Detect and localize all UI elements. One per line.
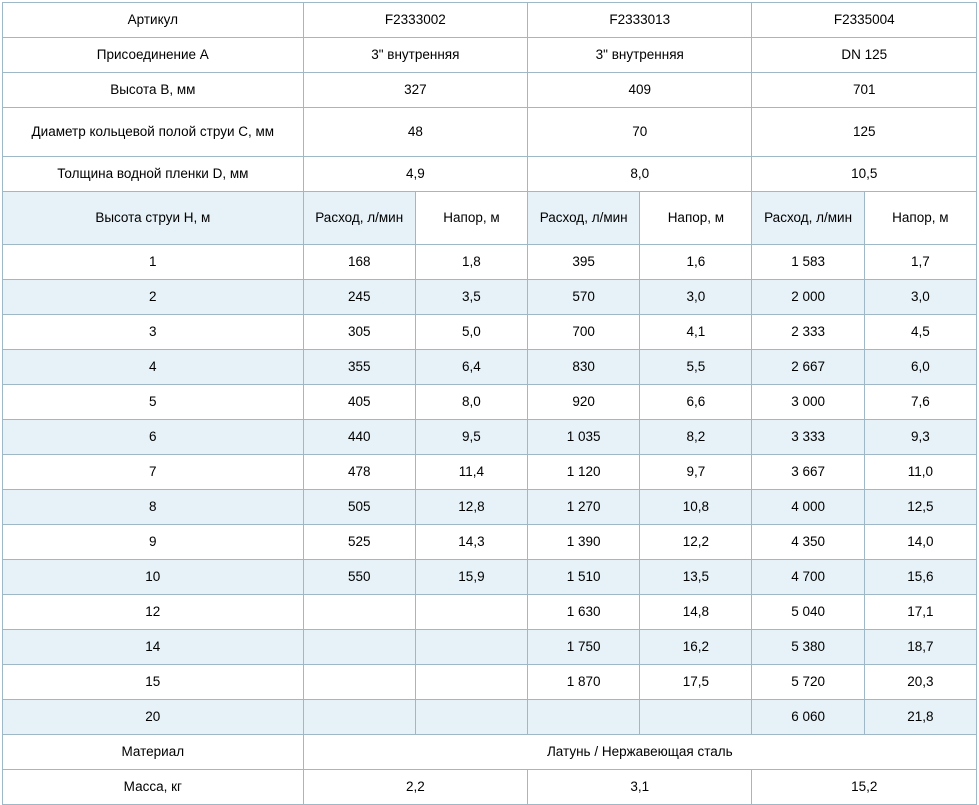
cell-pressure-2: 4,1 (640, 315, 752, 350)
jet-height-label: 2 (3, 280, 304, 315)
jet-height-label: 12 (3, 595, 304, 630)
table-row (3, 700, 977, 735)
height-b-value-2: 409 (528, 73, 752, 108)
jet-height-label: 7 (3, 455, 304, 490)
cell-pressure-3: 9,3 (864, 420, 976, 455)
cell-flow-1: 355 (303, 350, 415, 385)
row-label-article: Артикул (3, 3, 304, 38)
jet-height-label: 9 (3, 525, 304, 560)
diameter-c-value-2: 70 (528, 108, 752, 157)
cell-flow-3: 4 350 (752, 525, 864, 560)
table-row (3, 385, 977, 420)
cell-flow-1: 505 (303, 490, 415, 525)
cell-flow-1 (303, 595, 415, 630)
cell-flow-2: 1 270 (528, 490, 640, 525)
table-row-diameter-c (3, 108, 977, 157)
table-row (3, 595, 977, 630)
cell-flow-2: 700 (528, 315, 640, 350)
table-row-article (3, 3, 977, 38)
cell-flow-1: 525 (303, 525, 415, 560)
table-row (3, 280, 977, 315)
cell-pressure-2: 12,2 (640, 525, 752, 560)
cell-pressure-1 (415, 665, 527, 700)
cell-pressure-3: 21,8 (864, 700, 976, 735)
cell-flow-3: 6 060 (752, 700, 864, 735)
connection-value-3: DN 125 (752, 38, 977, 73)
jet-height-label: 10 (3, 560, 304, 595)
cell-flow-3: 2 000 (752, 280, 864, 315)
table-row (3, 350, 977, 385)
cell-pressure-3: 6,0 (864, 350, 976, 385)
cell-flow-1: 478 (303, 455, 415, 490)
cell-flow-2 (528, 700, 640, 735)
table-row-material (3, 735, 977, 770)
table-row (3, 525, 977, 560)
mass-value-3: 15,2 (752, 770, 977, 805)
cell-pressure-1: 12,8 (415, 490, 527, 525)
film-d-value-2: 8,0 (528, 157, 752, 192)
row-label-connection: Присоединение A (3, 38, 304, 73)
column-header-pressure-3: Напор, м (864, 192, 976, 245)
table-row-measure-header (3, 192, 977, 245)
cell-pressure-2: 8,2 (640, 420, 752, 455)
jet-height-label: 14 (3, 630, 304, 665)
cell-pressure-3: 20,3 (864, 665, 976, 700)
cell-pressure-3: 1,7 (864, 245, 976, 280)
cell-flow-2: 570 (528, 280, 640, 315)
cell-pressure-2: 16,2 (640, 630, 752, 665)
cell-flow-1 (303, 665, 415, 700)
cell-pressure-2: 1,6 (640, 245, 752, 280)
cell-pressure-3: 14,0 (864, 525, 976, 560)
cell-flow-1: 440 (303, 420, 415, 455)
cell-flow-2: 1 870 (528, 665, 640, 700)
jet-height-label: 20 (3, 700, 304, 735)
table-row (3, 490, 977, 525)
cell-pressure-1: 1,8 (415, 245, 527, 280)
cell-flow-2: 395 (528, 245, 640, 280)
column-header-flow-1: Расход, л/мин (303, 192, 415, 245)
cell-flow-1 (303, 630, 415, 665)
cell-pressure-1 (415, 595, 527, 630)
cell-flow-3: 3 333 (752, 420, 864, 455)
article-number-2: F2333013 (528, 3, 752, 38)
cell-pressure-3: 18,7 (864, 630, 976, 665)
cell-pressure-1: 14,3 (415, 525, 527, 560)
jet-height-label: 4 (3, 350, 304, 385)
cell-flow-2: 1 035 (528, 420, 640, 455)
specification-table (2, 2, 977, 805)
cell-pressure-2: 17,5 (640, 665, 752, 700)
mass-value-1: 2,2 (303, 770, 527, 805)
cell-pressure-1: 11,4 (415, 455, 527, 490)
height-b-value-3: 701 (752, 73, 977, 108)
cell-flow-3: 2 333 (752, 315, 864, 350)
table-row-mass (3, 770, 977, 805)
cell-pressure-3: 7,6 (864, 385, 976, 420)
jet-height-label: 15 (3, 665, 304, 700)
cell-flow-1: 550 (303, 560, 415, 595)
film-d-value-3: 10,5 (752, 157, 977, 192)
table-row (3, 665, 977, 700)
cell-pressure-2 (640, 700, 752, 735)
article-number-3: F2335004 (752, 3, 977, 38)
table-row-connection (3, 38, 977, 73)
cell-flow-2: 1 750 (528, 630, 640, 665)
diameter-c-value-1: 48 (303, 108, 527, 157)
cell-pressure-3: 4,5 (864, 315, 976, 350)
cell-flow-1: 168 (303, 245, 415, 280)
column-header-jet-height: Высота струи H, м (3, 192, 304, 245)
cell-pressure-1: 9,5 (415, 420, 527, 455)
cell-flow-3: 2 667 (752, 350, 864, 385)
row-label-diameter-c: Диаметр кольцевой полой струи C, мм (3, 108, 304, 157)
cell-pressure-2: 6,6 (640, 385, 752, 420)
cell-flow-1 (303, 700, 415, 735)
jet-height-label: 8 (3, 490, 304, 525)
cell-flow-3: 4 000 (752, 490, 864, 525)
column-header-flow-2: Расход, л/мин (528, 192, 640, 245)
table-row (3, 630, 977, 665)
cell-flow-3: 5 040 (752, 595, 864, 630)
cell-pressure-3: 12,5 (864, 490, 976, 525)
cell-flow-2: 1 510 (528, 560, 640, 595)
cell-pressure-3: 15,6 (864, 560, 976, 595)
cell-flow-3: 5 720 (752, 665, 864, 700)
cell-flow-3: 1 583 (752, 245, 864, 280)
cell-flow-3: 3 000 (752, 385, 864, 420)
table-row (3, 560, 977, 595)
height-b-value-1: 327 (303, 73, 527, 108)
cell-pressure-2: 9,7 (640, 455, 752, 490)
table-row (3, 420, 977, 455)
cell-pressure-2: 5,5 (640, 350, 752, 385)
cell-flow-2: 830 (528, 350, 640, 385)
cell-pressure-1 (415, 700, 527, 735)
cell-flow-3: 5 380 (752, 630, 864, 665)
jet-height-label: 5 (3, 385, 304, 420)
article-number-1: F2333002 (303, 3, 527, 38)
jet-height-label: 3 (3, 315, 304, 350)
cell-pressure-1: 15,9 (415, 560, 527, 595)
table-row-height-b (3, 73, 977, 108)
diameter-c-value-3: 125 (752, 108, 977, 157)
row-label-mass: Масса, кг (3, 770, 304, 805)
cell-flow-1: 245 (303, 280, 415, 315)
cell-pressure-1: 3,5 (415, 280, 527, 315)
row-label-film-d: Толщина водной пленки D, мм (3, 157, 304, 192)
table-row (3, 245, 977, 280)
cell-flow-3: 4 700 (752, 560, 864, 595)
cell-pressure-2: 3,0 (640, 280, 752, 315)
cell-flow-2: 1 390 (528, 525, 640, 560)
table-row (3, 315, 977, 350)
connection-value-2: 3" внутренняя (528, 38, 752, 73)
cell-pressure-3: 17,1 (864, 595, 976, 630)
cell-flow-1: 405 (303, 385, 415, 420)
table-row (3, 455, 977, 490)
cell-pressure-3: 3,0 (864, 280, 976, 315)
table-row-film-d (3, 157, 977, 192)
row-label-material: Материал (3, 735, 304, 770)
connection-value-1: 3" внутренняя (303, 38, 527, 73)
column-header-flow-3: Расход, л/мин (752, 192, 864, 245)
cell-flow-1: 305 (303, 315, 415, 350)
cell-pressure-1: 6,4 (415, 350, 527, 385)
cell-pressure-3: 11,0 (864, 455, 976, 490)
cell-flow-2: 920 (528, 385, 640, 420)
cell-flow-2: 1 630 (528, 595, 640, 630)
cell-flow-3: 3 667 (752, 455, 864, 490)
jet-height-label: 1 (3, 245, 304, 280)
column-header-pressure-2: Напор, м (640, 192, 752, 245)
cell-pressure-2: 10,8 (640, 490, 752, 525)
material-value: Латунь / Нержавеющая сталь (303, 735, 976, 770)
mass-value-2: 3,1 (528, 770, 752, 805)
cell-pressure-1: 8,0 (415, 385, 527, 420)
cell-pressure-2: 13,5 (640, 560, 752, 595)
row-label-height-b: Высота B, мм (3, 73, 304, 108)
cell-pressure-1 (415, 630, 527, 665)
column-header-pressure-1: Напор, м (415, 192, 527, 245)
cell-pressure-2: 14,8 (640, 595, 752, 630)
film-d-value-1: 4,9 (303, 157, 527, 192)
jet-height-label: 6 (3, 420, 304, 455)
cell-flow-2: 1 120 (528, 455, 640, 490)
cell-pressure-1: 5,0 (415, 315, 527, 350)
